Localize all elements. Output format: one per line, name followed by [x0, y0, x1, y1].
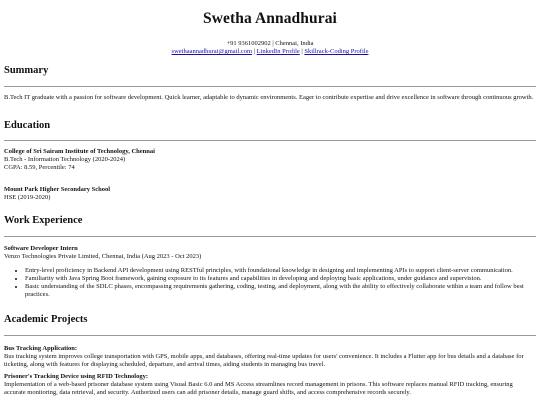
education-item [4, 148, 536, 172]
project-description: Implementation of a web-based prisoner database system using Visual Basic 6.0 and MS Access streamlines record management in prisons. This software replaces manual RFID tracking, ensuring accurate monitoring, data retrieval, and security. Authorized users can add prisoner details, manage guard shifts, and access comprehensive records securely. [4, 381, 513, 396]
section-divider [4, 236, 536, 237]
job-company: Venzo Technologies Private Limited, Chennai, India (Aug 2023 - Oct 2023) [4, 253, 202, 260]
link-separator: | [252, 48, 257, 55]
experience-bullets [4, 267, 536, 299]
profile-links [4, 48, 536, 56]
institution-name: College of Sri Sairam Institute of Technology, Chennai [4, 148, 155, 155]
experience-bullet: • Familiarity with Java Spring Boot framework, gaining exposure to its features and capabilities in developing and deploying basic applications, under guidance and supervision. [25, 275, 536, 283]
experience-bullet: • Basic understanding of the SDLC phases, encompassing requirements gathering, coding, testing, and deployment, along with the ability to effectively collaborate within a team and follow best practices. [25, 283, 536, 299]
degree-text: HSE (2019-2020) [4, 194, 51, 201]
institution-name: Mount Park Higher Secondary School [4, 186, 111, 193]
candidate-name: Swetha Annadhurai [203, 10, 337, 27]
project-item [4, 345, 536, 369]
summary-text: B.Tech IT graduate with a passion for software development. Quick learner, adaptable to dynamic environments. Eager to contribute expertise and drive excellence in software through continuous growth. [4, 94, 534, 101]
resume-header [4, 0, 536, 56]
skillrack-link[interactable]: Skillrack-Coding Profile [304, 48, 369, 55]
projects-section [4, 313, 536, 397]
linkedin-link[interactable]: LinkedIn Profile [256, 48, 300, 55]
project-item [4, 373, 536, 397]
project-name: Bus Tracking Application: [4, 345, 78, 352]
link-separator: | [299, 48, 305, 55]
section-divider [4, 140, 536, 141]
score-text: CGPA: 8.59, Percentile: 74 [4, 164, 75, 171]
experience-bullet: • Entry-level proficiency in Backend API development using RESTful principles, with foundational knowledge in designing and implementing APIs to support client-server communication. [25, 267, 536, 275]
section-divider [4, 86, 536, 87]
education-heading: Education [4, 120, 51, 131]
education-item [4, 186, 536, 202]
phone-location: +91 9361002902 | Chennai, India [226, 40, 314, 47]
section-divider [4, 335, 536, 336]
contact-block [4, 40, 536, 56]
summary-section [4, 64, 536, 102]
projects-heading: Academic Projects [4, 314, 88, 325]
email-link[interactable]: swethaannadhurai@gmail.com [171, 48, 253, 55]
experience-heading: Work Experience [4, 215, 83, 226]
education-section [4, 119, 536, 202]
degree-text: B.Tech - Information Technology (2020-2024) [4, 156, 126, 163]
project-name: Prisoner's Tracking Device using RFID Technology: [4, 373, 149, 380]
job-role: Software Developer Intern [4, 245, 78, 252]
project-description: Bus tracking system improves college transportation with GPS, mobile apps, and databases, offering real-time updates for users' convenience. It includes a Flutter app for bus details and a database for ticketing, along with features for displaying scheduled, departure, and arrival times, aiding students in managing bus travel. [4, 353, 524, 368]
summary-heading: Summary [4, 65, 49, 76]
experience-section [4, 214, 536, 299]
